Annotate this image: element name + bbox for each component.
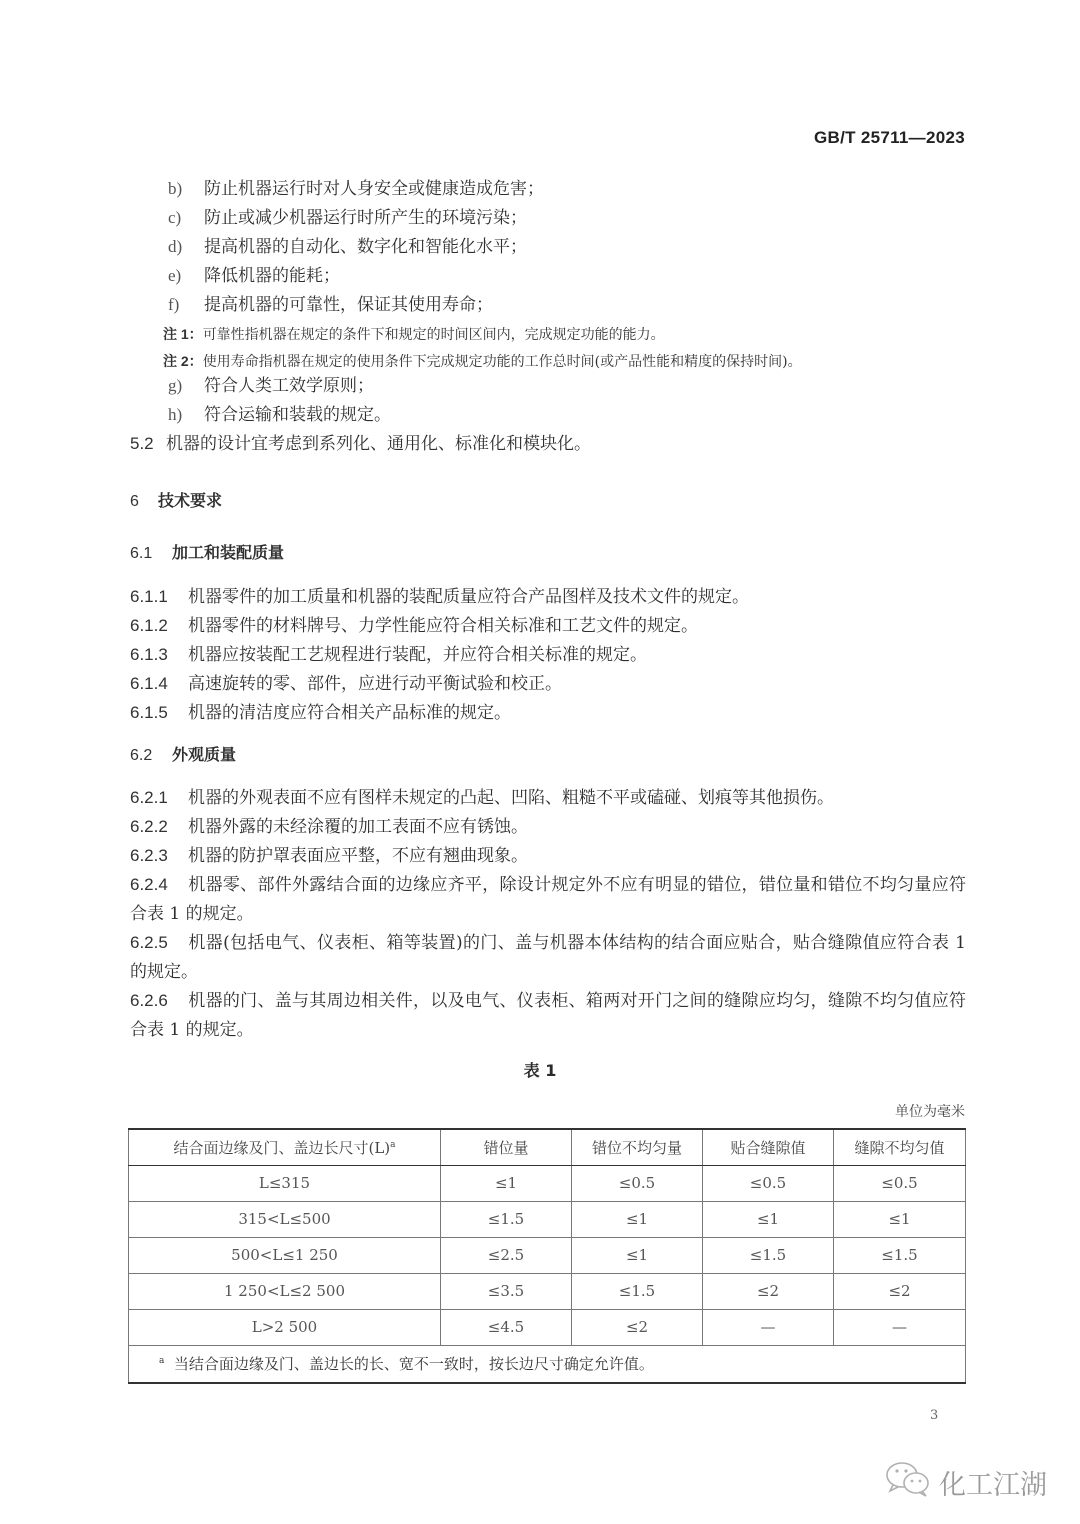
table-cell: — <box>834 1309 966 1345</box>
column-header: 错位量 <box>441 1129 572 1165</box>
clause: 6.1.3 机器应按装配工艺规程进行装配，并应符合相关标准的规定。 <box>130 645 647 665</box>
watermark <box>885 1460 1047 1505</box>
clause: 6.2.5 机器(包括电气、仪表柜、箱等装置)的门、盖与机器本体结构的结合面应贴合，贴合缝隙值应符合表 1 的规定。 <box>130 933 966 982</box>
table-cell: ≤1.5 <box>572 1273 703 1309</box>
table-row <box>129 1309 966 1345</box>
table-footnote-row <box>129 1345 966 1383</box>
clause: 6.2.6 机器的门、盖与其周边相关件，以及电气、仪表柜、箱两对开门之间的缝隙应均匀，缝隙不均匀值应符合表 1 的规定。 <box>130 991 966 1040</box>
column-header: 缝隙不均匀值 <box>834 1129 966 1165</box>
watermark-text: 化工江湖 <box>939 1470 1047 1501</box>
section-heading-6-2: 6.2 外观质量 <box>130 745 237 764</box>
table-cell: ≤2 <box>572 1309 703 1345</box>
clause: 6.1.4 高速旋转的零、部件，应进行动平衡试验和校正。 <box>130 674 562 694</box>
list-item: c) 防止或减少机器运行时所产生的环境污染； <box>168 208 527 228</box>
table-header-row <box>129 1129 966 1165</box>
table-cell: L>2 500 <box>129 1309 441 1345</box>
column-header: 贴合缝隙值 <box>703 1129 834 1165</box>
tolerance-table <box>128 1128 966 1384</box>
table-cell: 500<L≤1 250 <box>129 1237 441 1273</box>
table-cell: 315<L≤500 <box>129 1201 441 1237</box>
table-cell: ≤1.5 <box>703 1237 834 1273</box>
clause: 6.2.1 机器的外观表面不应有图样未规定的凸起、凹陷、粗糙不平或磕碰、划痕等其他损伤。 <box>130 788 834 808</box>
table-cell: ≤1 <box>703 1201 834 1237</box>
table-cell: ≤0.5 <box>703 1165 834 1201</box>
wechat-icon <box>885 1460 939 1505</box>
section-heading-6: 6 技术要求 <box>130 491 223 510</box>
table-cell: ≤1.5 <box>441 1201 572 1237</box>
section-heading-6-1: 6.1 加工和装配质量 <box>130 543 285 562</box>
list-item: e) 降低机器的能耗； <box>168 266 340 286</box>
list-item: d) 提高机器的自动化、数字化和智能化水平； <box>168 237 527 257</box>
table-cell: ≤1 <box>572 1201 703 1237</box>
table-cell: ≤2.5 <box>441 1237 572 1273</box>
page-number: 3 <box>930 1408 939 1423</box>
table-row <box>129 1165 966 1201</box>
table-unit: 单位为毫米 <box>895 1104 965 1120</box>
table-cell: ≤2 <box>703 1273 834 1309</box>
column-header: 错位不均匀量 <box>572 1129 703 1165</box>
clause: 6.1.1 机器零件的加工质量和机器的装配质量应符合产品图样及技术文件的规定。 <box>130 587 749 607</box>
table-cell: ≤4.5 <box>441 1309 572 1345</box>
list-item: b) 防止机器运行时对人身安全或健康造成危害； <box>168 179 544 199</box>
table-cell: ≤0.5 <box>834 1165 966 1201</box>
table-cell: ≤1 <box>834 1201 966 1237</box>
table-cell: ≤1.5 <box>834 1237 966 1273</box>
table-cell: ≤0.5 <box>572 1165 703 1201</box>
clause: 6.2.4 机器零、部件外露结合面的边缘应齐平，除设计规定外不应有明显的错位，错位量和错位不均匀量应符合表 1 的规定。 <box>130 875 966 924</box>
standard-code: GB/T 25711—2023 <box>814 128 965 147</box>
table-cell: — <box>703 1309 834 1345</box>
table-cell: ≤1 <box>572 1237 703 1273</box>
table-row <box>129 1201 966 1237</box>
table-cell: L≤315 <box>129 1165 441 1201</box>
table-title: 表 1 <box>523 1061 557 1080</box>
table-cell: ≤3.5 <box>441 1273 572 1309</box>
table-cell: ≤1 <box>441 1165 572 1201</box>
table-row <box>129 1273 966 1309</box>
column-header: 结合面边缘及门、盖边长尺寸$(L)^a$ <box>129 1129 441 1165</box>
note: 注 1：可靠性指机器在规定的条件下和规定的时间区间内，完成规定功能的能力。 <box>163 326 665 343</box>
clause: 6.1.5 机器的清洁度应符合相关产品标准的规定。 <box>130 703 511 723</box>
table-cell: 1 250<L≤2 500 <box>129 1273 441 1309</box>
table-cell: ≤2 <box>834 1273 966 1309</box>
clause: 6.2.2 机器外露的未经涂覆的加工表面不应有锈蚀。 <box>130 817 528 837</box>
table-row <box>129 1237 966 1273</box>
list-item: h) 符合运输和装载的规定。 <box>168 405 391 425</box>
note: 注 2：使用寿命指机器在规定的使用条件下完成规定功能的工作总时间(或产品性能和精度的保持时间)。 <box>163 353 802 370</box>
table-footnote: $^a$ 当结合面边缘及门、盖边长的长、宽不一致时，按长边尺寸确定允许值。 <box>129 1345 966 1383</box>
list-item: f) 提高机器的可靠性，保证其使用寿命； <box>168 295 493 315</box>
list-item: g) 符合人类工效学原则； <box>168 376 374 396</box>
clause: 6.2.3 机器的防护罩表面应平整，不应有翘曲现象。 <box>130 846 528 866</box>
clause: 6.1.2 机器零件的材料牌号、力学性能应符合相关标准和工艺文件的规定。 <box>130 616 698 636</box>
clause-5-2: 5.2 机器的设计宜考虑到系列化、通用化、标准化和模块化。 <box>130 434 591 454</box>
